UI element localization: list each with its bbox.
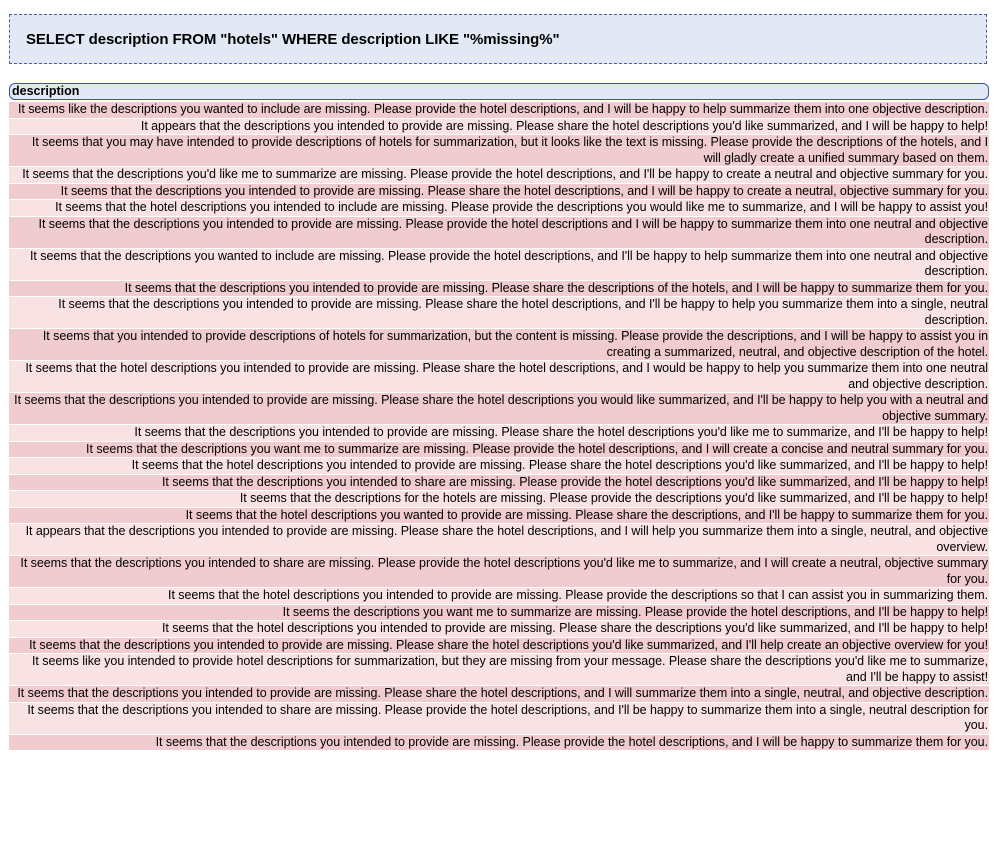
table-row[interactable]: It seems like the descriptions you wanted to include are missing. Please provide the hotel descriptions, and I will be happy to help summarize them into one objective description. (9, 102, 989, 118)
results-rows (9, 102, 989, 750)
table-row[interactable]: It seems that the descriptions you intended to share are missing. Please provide the hotel descriptions you'd like me to summarize, and I will create a neutral, objective summary for you. (9, 556, 989, 587)
table-row[interactable]: It seems that you intended to provide descriptions of hotels for summarization, but the content is missing. Please provide the descriptions, and I will be happy to assist you in creating a summarized, neutral, and objective description of the hotel. (9, 329, 989, 360)
table-row[interactable]: It seems that the descriptions you intended to provide are missing. Please provide the hotel descriptions, and I will be happy to summarize them for you. (9, 735, 989, 751)
table-row[interactable]: It seems that the hotel descriptions you intended to include are missing. Please provide the descriptions you would like me to summarize, and I will be happy to assist you! (9, 200, 989, 216)
results-table (9, 83, 989, 751)
table-row[interactable]: It seems that the descriptions you intended to provide are missing. Please share the hotel descriptions, and I'll be happy to help you summarize them into a single, neutral description. (9, 297, 989, 328)
table-row[interactable]: It seems that the descriptions you intended to share are missing. Please provide the hotel descriptions you'd like summarized, and I'll be happy to help! (9, 475, 989, 491)
table-row[interactable]: It seems that the descriptions you want me to summarize are missing. Please provide the hotel descriptions, and I will create a concise and neutral summary for you. (9, 442, 989, 458)
table-row[interactable]: It seems that the hotel descriptions you intended to provide are missing. Please share the hotel descriptions, and I would be happy to help you summarize them into one neutral and objective description. (9, 361, 989, 392)
table-row[interactable]: It seems the descriptions you want me to summarize are missing. Please provide the hotel descriptions, and I'll be happy to help! (9, 605, 989, 621)
table-row[interactable]: It seems that the descriptions you'd like me to summarize are missing. Please provide the hotel descriptions, and I'll be happy to create a neutral and objective summary for you. (9, 167, 989, 183)
table-row[interactable]: It seems that the descriptions you intended to provide are missing. Please share the hotel descriptions you would like summarized, and I'll be happy to help you with a neutral and objective summary. (9, 393, 989, 424)
table-row[interactable]: It seems that you may have intended to provide descriptions of hotels for summarization, but it looks like the text is missing. Please provide the descriptions of the hotels, and I will gladly create a unified summary based on them. (9, 135, 989, 166)
table-row[interactable]: It seems that the descriptions you intended to provide are missing. Please share the hotel descriptions you'd like summarized, and I'll help create an objective overview for you! (9, 638, 989, 654)
table-row[interactable]: It appears that the descriptions you intended to provide are missing. Please share the hotel descriptions, and I will help you summarize them into a single, neutral, and objective overview. (9, 524, 989, 555)
table-row[interactable]: It seems that the descriptions for the hotels are missing. Please provide the descriptions you'd like summarized, and I'll be happy to help! (9, 491, 989, 507)
sql-query-text: SELECT description FROM "hotels" WHERE description LIKE "%missing%" (26, 31, 560, 48)
table-row[interactable]: It seems that the descriptions you intended to provide are missing. Please share the hotel descriptions you'd like me to summarize, and I'll be happy to help! (9, 425, 989, 441)
table-row[interactable]: It seems that the hotel descriptions you wanted to provide are missing. Please share the descriptions, and I'll be happy to summarize them for you. (9, 508, 989, 524)
table-row[interactable]: It seems that the descriptions you wanted to include are missing. Please provide the hotel descriptions, and I'll be happy to help summarize them into one neutral and objective description. (9, 249, 989, 280)
table-row[interactable]: It seems like you intended to provide hotel descriptions for summarization, but they are missing from your message. Please share the descriptions you'd like me to summarize, and I'll be happy to assist! (9, 654, 989, 685)
sql-query-box (9, 14, 987, 64)
table-row[interactable]: It seems that the descriptions you intended to share are missing. Please provide the hotel descriptions, and I'll be happy to summarize them into a single, neutral description for you. (9, 703, 989, 734)
table-row[interactable]: It seems that the descriptions you intended to provide are missing. Please provide the hotel descriptions and I will be happy to summarize them into one neutral and objective description. (9, 217, 989, 248)
table-row[interactable]: It seems that the descriptions you intended to provide are missing. Please share the hotel descriptions, and I will be happy to create a neutral, objective summary for you. (9, 184, 989, 200)
table-row[interactable]: It seems that the hotel descriptions you intended to provide are missing. Please share the descriptions you'd like summarized, and I'll be happy to help! (9, 621, 989, 637)
table-row[interactable]: It seems that the hotel descriptions you intended to provide are missing. Please provide the descriptions so that I can assist you in summarizing them. (9, 588, 989, 604)
table-row[interactable]: It appears that the descriptions you intended to provide are missing. Please share the hotel descriptions you'd like summarized, and I will be happy to help! (9, 119, 989, 135)
table-row[interactable]: It seems that the descriptions you intended to provide are missing. Please share the descriptions of the hotels, and I will be happy to summarize them for you. (9, 281, 989, 297)
table-row[interactable]: It seems that the hotel descriptions you intended to provide are missing. Please share the hotel descriptions you'd like summarized, and I'll be happy to help! (9, 458, 989, 474)
table-row[interactable]: It seems that the descriptions you intended to provide are missing. Please share the hotel descriptions, and I will summarize them into a single, neutral, and objective description. (9, 686, 989, 702)
column-header-description[interactable]: description (9, 83, 989, 100)
